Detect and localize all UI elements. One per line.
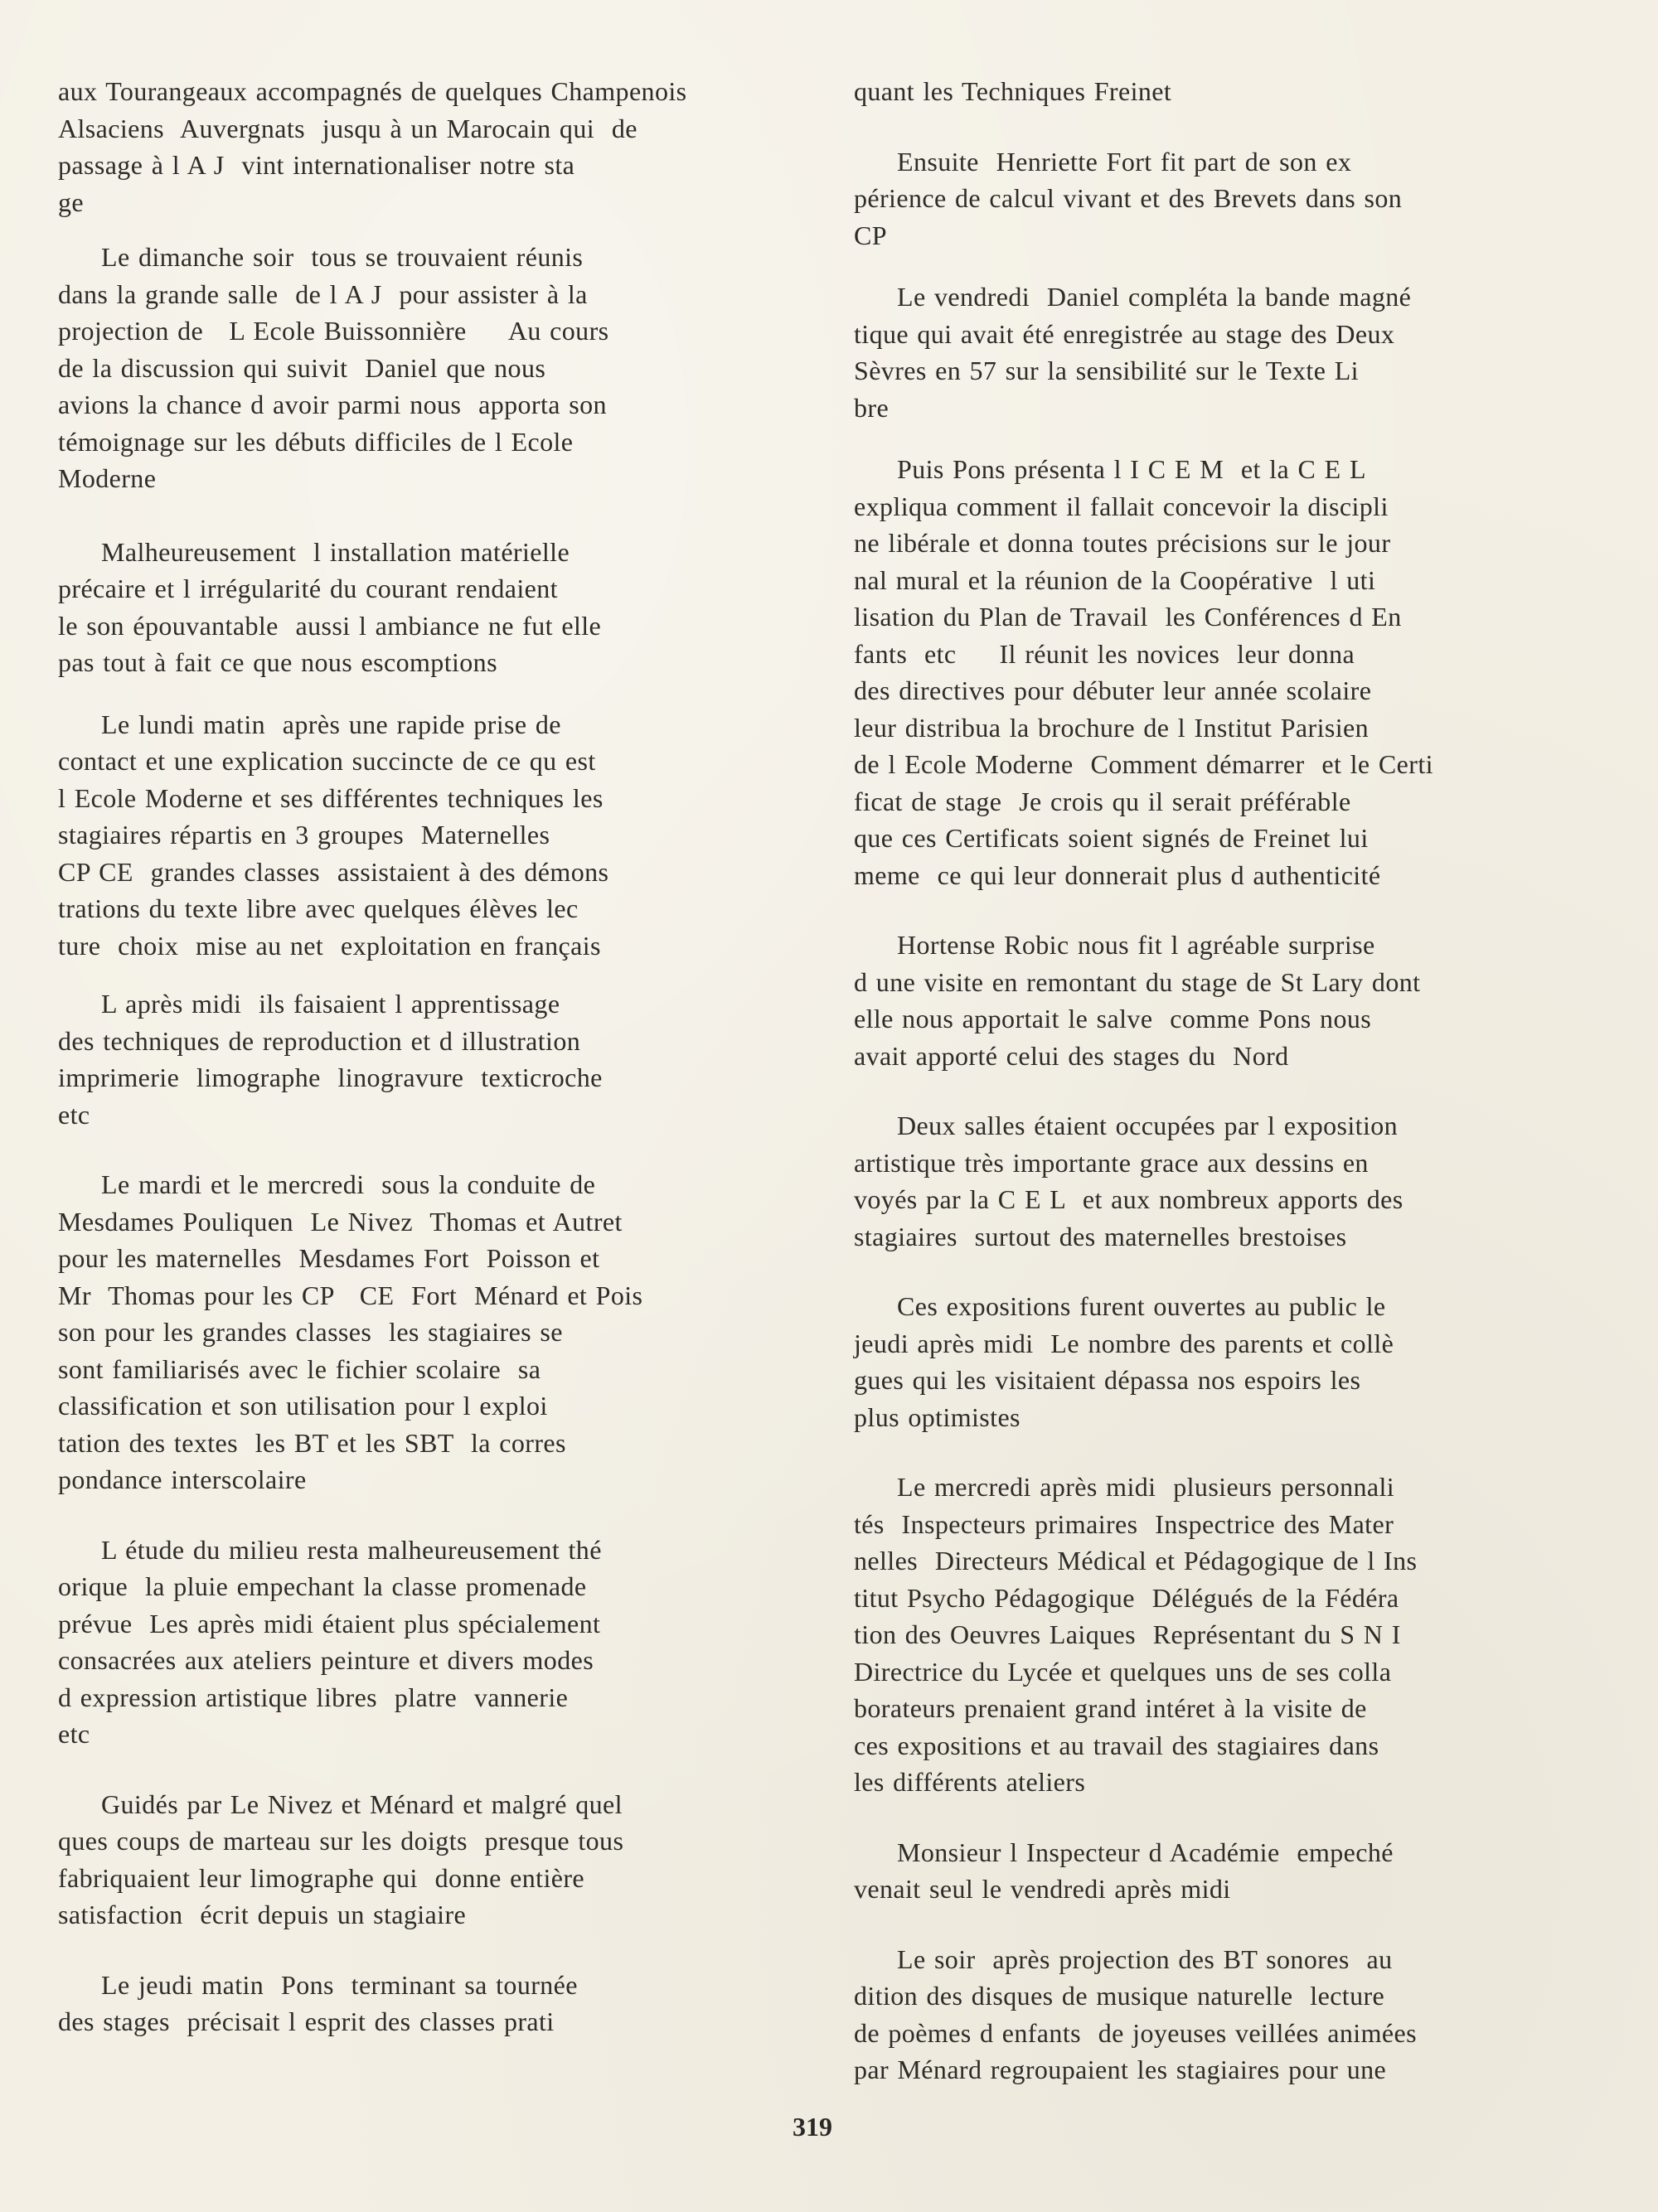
paragraph: [58, 1166, 779, 1498]
text-line: venait seul le vendredi après midi: [854, 1874, 1231, 1904]
paragraph: [854, 451, 1583, 893]
paragraph: [854, 278, 1583, 426]
text-line: Hortense Robic nous fit l agréable surprise: [854, 930, 1375, 960]
text-line: son pour les grandes classes les stagiaires se: [58, 1317, 563, 1347]
text-line: contact et une explication succincte de ce qu est: [58, 746, 596, 776]
text-line: nal mural et la réunion de la Coopérative l uti: [854, 564, 1376, 595]
text-line: pas tout à fait ce que nous escomptions: [58, 647, 497, 677]
text-line: de la discussion qui suivit Daniel que nous: [58, 352, 546, 383]
text-line: Moderne: [58, 463, 157, 493]
text-line: le son épouvantable aussi l ambiance ne fut elle: [58, 610, 602, 641]
text-line: témoignage sur les débuts difficiles de l Ecole: [58, 426, 574, 457]
text-line: précaire et l irrégularité du courant rendaient: [58, 574, 558, 603]
text-line: ture choix mise au net exploitation en français: [58, 930, 601, 961]
text-line: titut Psycho Pédagogique Délégués de la Fédéra: [854, 1582, 1399, 1613]
text-line: Mr Thomas pour les CP CE Fort Ménard et Pois: [58, 1280, 643, 1310]
paragraph: [854, 1469, 1583, 1801]
text-line: avions la chance d avoir parmi nous apporta son: [58, 390, 607, 419]
paragraph: [854, 927, 1583, 1074]
text-line: etc: [58, 1099, 90, 1130]
text-line: Malheureusement l installation matérielle: [58, 536, 570, 567]
text-line: CP: [854, 220, 887, 250]
paragraph: [854, 1941, 1583, 2089]
text-line: prévue Les après midi étaient plus spécialement: [58, 1608, 601, 1638]
text-line: classification et son utilisation pour l exploi: [58, 1391, 548, 1421]
text-line: Deux salles étaient occupées par l exposition: [854, 1111, 1399, 1140]
text-line: voyés par la C E L et aux nombreux apports des: [854, 1184, 1403, 1214]
text-line: des stages précisait l esprit des classes prati: [58, 2006, 555, 2036]
paragraph: [58, 1786, 779, 1934]
paragraph: [58, 985, 779, 1133]
text-line: L étude du milieu resta malheureusement thé: [58, 1534, 602, 1565]
paragraph: [58, 534, 779, 681]
text-line: ques coups de marteau sur les doigts presque tous: [58, 1826, 624, 1856]
text-line: de l Ecole Moderne Comment démarrer et le Certi: [854, 749, 1433, 779]
text-line: ge: [58, 186, 85, 217]
text-line: orique la pluie empechant la classe promenade: [58, 1571, 587, 1601]
text-line: stagiaires répartis en 3 groupes Maternelles: [58, 820, 550, 849]
text-line: etc: [58, 1719, 90, 1749]
paragraph: [854, 1107, 1583, 1255]
text-line: tique qui avait été enregistrée au stage des Deux: [854, 318, 1395, 349]
text-line: Directrice du Lycée et quelques uns de ses colla: [854, 1656, 1392, 1687]
text-line: bre: [854, 392, 890, 423]
text-line: CP CE grandes classes assistaient à des démons: [58, 856, 609, 887]
text-line: dans la grande salle de l A J pour assister à la: [58, 278, 588, 309]
text-line: trations du texte libre avec quelques élèves lec: [58, 893, 579, 923]
text-line: lisation du Plan de Travail les Conférences d En: [854, 602, 1402, 632]
text-line: artistique très importante grace aux dessins en: [854, 1147, 1369, 1178]
text-line: Le jeudi matin Pons terminant sa tournée: [58, 1969, 578, 2000]
paragraph: [854, 1288, 1583, 1435]
text-line: ces expositions et au travail des stagiaires dans: [854, 1730, 1379, 1760]
text-line: Mesdames Pouliquen Le Nivez Thomas et Autret: [58, 1206, 623, 1237]
text-line: meme ce qui leur donnerait plus d authenticité: [854, 859, 1381, 890]
text-line: fabriquaient leur limographe qui donne entière: [58, 1862, 585, 1893]
text-line: stagiaires surtout des maternelles brestoises: [854, 1221, 1347, 1251]
text-line: ne libérale et donna toutes précisions sur le jour: [854, 528, 1391, 558]
text-line: elle nous apportait le salve comme Pons nous: [854, 1004, 1372, 1033]
text-line: que ces Certificats soient signés de Freinet lui: [854, 823, 1369, 853]
text-line: Le vendredi Daniel compléta la bande magné: [854, 282, 1412, 312]
text-line: des directives pour débuter leur année scolaire: [854, 675, 1372, 705]
text-line: tion des Oeuvres Laiques Représentant du S N I: [854, 1619, 1401, 1649]
paragraph: [854, 1834, 1583, 1908]
text-line: Le soir après projection des BT sonores au: [854, 1943, 1393, 1974]
text-line: jeudi après midi Le nombre des parents et collè: [854, 1328, 1394, 1358]
text-line: quant les Techniques Freinet: [854, 76, 1172, 106]
text-line: Guidés par Le Nivez et Ménard et malgré quel: [58, 1788, 623, 1819]
text-line: pour les maternelles Mesdames Fort Poisson et: [58, 1243, 600, 1273]
text-line: borateurs prenaient grand intéret à la visite de: [854, 1693, 1367, 1723]
text-line: Le dimanche soir tous se trouvaient réunis: [58, 242, 584, 272]
text-line: expliqua comment il fallait concevoir la discipli: [854, 491, 1389, 521]
text-line: Le mercredi après midi plusieurs personnali: [854, 1472, 1395, 1502]
paragraph: [854, 143, 1583, 254]
text-line: Sèvres en 57 sur la sensibilité sur le Texte Li: [854, 356, 1359, 385]
paragraph: [58, 73, 779, 220]
text-line: nelles Directeurs Médical et Pédagogique de l Ins: [854, 1546, 1418, 1576]
text-line: les différents ateliers: [854, 1767, 1086, 1797]
text-line: projection de L Ecole Buissonnière Au cours: [58, 316, 609, 346]
text-line: consacrées aux ateliers peinture et divers modes: [58, 1645, 594, 1675]
paragraph: [854, 73, 1583, 110]
text-line: Ensuite Henriette Fort fit part de son ex: [854, 146, 1352, 177]
text-line: ficat de stage Je crois qu il serait préférable: [854, 786, 1351, 816]
text-line: leur distribua la brochure de l Institut Parisien: [854, 712, 1370, 743]
page-number: 319: [793, 2112, 832, 2142]
paragraph: [58, 706, 779, 965]
text-line: imprimerie limographe linogravure texticroche: [58, 1062, 603, 1092]
text-line: gues qui les visitaient dépassa nos espoirs les: [854, 1365, 1361, 1395]
text-line: l Ecole Moderne et ses différentes techniques les: [58, 782, 604, 813]
text-line: Ces expositions furent ouvertes au public le: [854, 1291, 1386, 1321]
text-line: Puis Pons présenta l I C E M et la C E L: [854, 454, 1366, 484]
text-line: avait apporté celui des stages du Nord: [854, 1040, 1289, 1071]
text-line: périence de calcul vivant et des Brevets dans son: [854, 183, 1403, 213]
text-line: Le mardi et le mercredi sous la conduite de: [58, 1169, 596, 1199]
text-line: fants etc Il réunit les novices leur donna: [854, 638, 1355, 669]
right-text-column: [854, 73, 1583, 2089]
text-line: tation des textes les BT et les SBT la corres: [58, 1427, 566, 1458]
paragraph: [58, 1967, 779, 2040]
text-line: plus optimistes: [854, 1401, 1020, 1432]
text-line: tés Inspecteurs primaires Inspectrice des Mater: [854, 1508, 1394, 1539]
text-line: Monsieur l Inspecteur d Académie empeché: [854, 1837, 1394, 1867]
text-line: Le lundi matin après une rapide prise de: [58, 709, 561, 739]
text-line: passage à l A J vint internationaliser notre sta: [58, 150, 575, 180]
paragraph: [58, 239, 779, 497]
text-line: aux Tourangeaux accompagnés de quelques Champenois: [58, 76, 687, 106]
text-line: pondance interscolaire: [58, 1464, 307, 1494]
text-line: par Ménard regroupaient les stagiaires pour une: [854, 2055, 1387, 2084]
text-line: dition des disques de musique naturelle lecture: [854, 1981, 1385, 2011]
text-line: d une visite en remontant du stage de St Lary dont: [854, 966, 1421, 997]
text-line: des techniques de reproduction et d illustration: [58, 1025, 581, 1056]
text-line: de poèmes d enfants de joyeuses veillées animées: [854, 2017, 1417, 2048]
text-line: satisfaction écrit depuis un stagiaire: [58, 1900, 467, 1929]
text-line: sont familiarisés avec le fichier scolaire sa: [58, 1353, 541, 1384]
left-text-column: [58, 73, 779, 2040]
text-line: Alsaciens Auvergnats jusqu à un Marocain qui de: [58, 113, 638, 143]
paragraph: [58, 1532, 779, 1753]
text-line: d expression artistique libres platre vannerie: [58, 1682, 569, 1712]
text-line: L après midi ils faisaient l apprentissage: [58, 989, 560, 1019]
